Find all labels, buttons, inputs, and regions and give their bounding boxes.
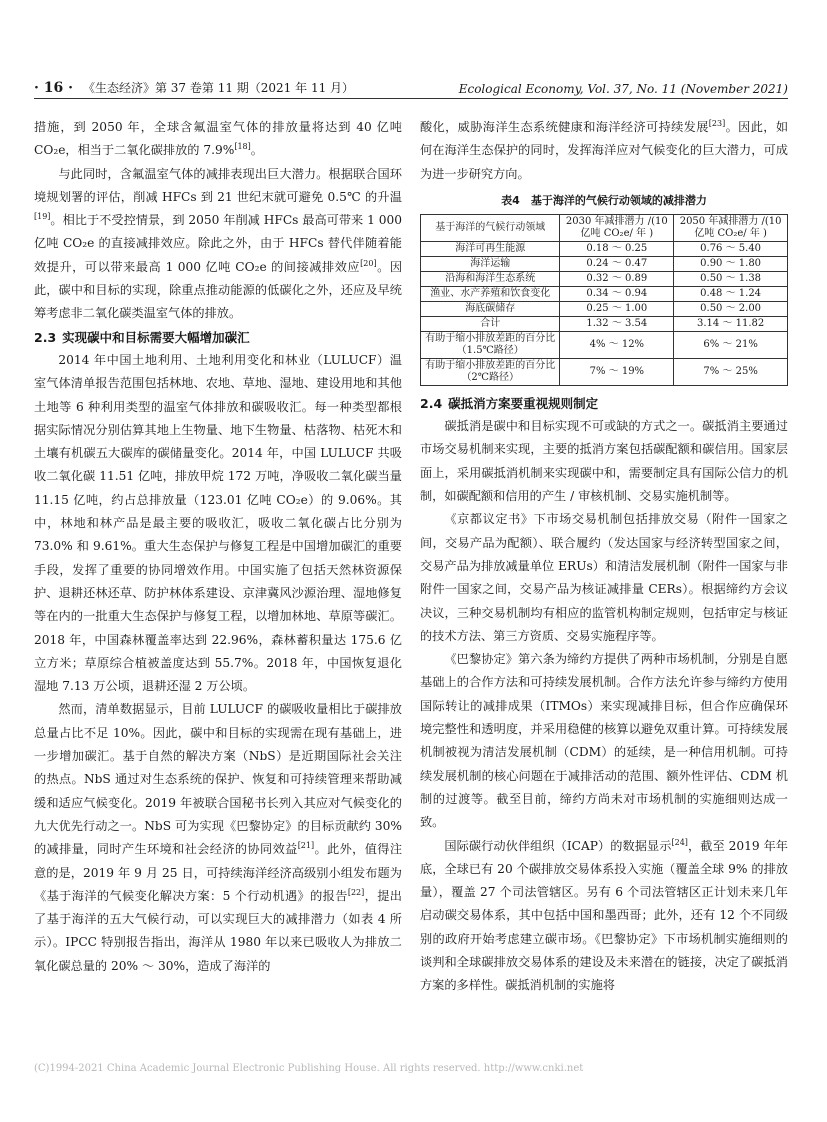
table-cell: 0.76 ～ 5.40 <box>674 241 788 256</box>
page-number: · 16 · <box>34 80 73 96</box>
table-header-cell: 2030 年减排潜力 /(10 亿吨 CO₂e/ 年 ) <box>560 214 674 241</box>
running-header <box>34 74 788 99</box>
table-cell: 7% ～ 25% <box>674 358 788 385</box>
table-cell: 1.32 ～ 3.54 <box>560 316 674 331</box>
table-cell: 沿海和海洋生态系统 <box>421 271 560 286</box>
section-heading: 2.4 碳抵消方案要重视规则制定 <box>420 395 599 411</box>
right-column <box>420 116 788 998</box>
table-cell: 合计 <box>421 316 560 331</box>
citation: [20] <box>360 258 377 268</box>
table-row <box>421 271 788 286</box>
table-row <box>421 241 788 256</box>
paragraph: 然而，清单数据显示，目前 LULUCF 的碳吸收量相比于碳排放总量占比不足 10%。因此，碳中和目标的实现需在现有基础上，进一步增加碳汇。基于自然的解决方案（NbS）是近期国际社会关注的热点。NbS 通过对生态系统的保护、恢复和可持续管理来帮助减缓和适应气候变化。2019 年被联合国秘书长列入其应对气候变化的九大优先行动之一。NbS 可为实现《巴黎协定》的目标贡献约 30% 的减排量，同时产生环境和社会经济的协同效益[21]。此外，值得注意的是，2019 年 9 月 25 日，可持续海洋经济高级别小组发布题为《基于海洋的气候变化解决方案：5 个行动机遇》的报告[22]，提出了基于海洋的五大气候行动，可以实现巨大的减排潜力（如表 4 所示）。IPCC 特别报告指出，海洋从 1980 年以来已吸收人为排放二氧化碳总量的 20% ～ 30%，造成了海洋的 <box>34 702 403 973</box>
paragraph: 措施，到 2050 年，全球含氟温室气体的排放量将达到 40 亿吨 CO₂e，相当于二氧化碳排放的 7.9%[18]。 <box>34 120 402 158</box>
table-cell: 0.50 ～ 2.00 <box>674 301 788 316</box>
table-cell: 有助于缩小排放差距的百分比（2℃路径） <box>421 358 560 385</box>
paragraph: 国际碳行动伙伴组织（ICAP）的数据显示[24]，截至 2019 年年底，全球已有 20 个碳排放交易体系投入实施（覆盖全球 9% 的排放量），覆盖 27 个司法管辖区。另有 6 个司法管辖区正计划未来几年启动碳交易体系，其中包括中国和墨西哥；此外，还有 12 个不同级别的政府开始考虑建立碳市场。《巴黎协定》下市场机制实施细则的谈判和全球碳排放交易体系的建设及未来潜在的链接，决定了碳抵消方案的多样性。碳抵消机制的实施将 <box>420 837 788 993</box>
table-header-cell: 基于海洋的气候行动领域 <box>421 214 560 241</box>
mitigation-table <box>420 214 788 386</box>
table-cell: 0.18 ～ 0.25 <box>560 241 674 256</box>
paragraph: 酸化，威胁海洋生态系统健康和海洋经济可持续发展[23]。因此，如何在海洋生态保护的同时，发挥海洋应对气候变化的巨大潜力，可成为进一步研究方向。 <box>420 118 789 181</box>
table-cell: 海洋运输 <box>421 256 560 271</box>
journal-title-cn: 《生态经济》第 37 卷第 11 期（2021 年 11 月） <box>82 81 355 95</box>
table-cell: 7% ～ 19% <box>560 358 674 385</box>
table-row <box>421 316 788 331</box>
header-left <box>34 79 354 96</box>
table-cell: 0.50 ～ 1.38 <box>674 271 788 286</box>
table-cell: 渔业、水产养殖和饮食变化 <box>421 286 560 301</box>
copyright-watermark: (C)1994-2021 China Academic Journal Electronic Publishing House. All rights reserved. http://www.cnki.net <box>34 1063 584 1074</box>
left-column <box>34 116 402 978</box>
table-cell: 3.14 ～ 11.82 <box>674 316 788 331</box>
table-row <box>421 331 788 358</box>
citation: [24] <box>671 837 688 847</box>
journal-title-en: Ecological Economy, Vol. 37, No. 11 (November 2021) <box>458 82 788 96</box>
citation: [22] <box>347 887 365 897</box>
paragraph: 《京都议定书》下市场交易机制包括排放交易（附件一国家之间，交易产品为配额）、联合履约（发达国家与经济转型国家之间，交易产品为排放减量单位 ERUs）和清洁发展机制（附件一国家与非附件一国家之间，交易产品为核证减排量 CERs）。根据缔约方会议决议，三种交易机制均有相应的监管机构制定规则，包括审定与核证的技术方法、第三方资质、交易实施程序等。 <box>420 512 788 643</box>
table-cell: 0.90 ～ 1.80 <box>674 256 788 271</box>
table-caption: 表4 基于海洋的气候行动领域的减排潜力 <box>501 193 707 207</box>
paragraph: 碳抵消是碳中和目标实现不可或缺的方式之一。碳抵消主要通过市场交易机制来实现，主要的抵消方案包括碳配额和碳信用。国家层面上，采用碳抵消机制来实现碳中和，需要制定具有国际公信力的机制，如碳配额和信用的产生 / 审核机制、交易实施机制等。 <box>420 419 788 504</box>
table-row <box>421 286 788 301</box>
paragraph: 《巴黎协定》第六条为缔约方提供了两种市场机制，分别是自愿基础上的合作方法和可持续发展机制。合作方法允许参与缔约方使用国际转让的减排成果（ITMOs）来实现减排目标，但合作应确保环境完整性和透明度，并采用稳健的核算以避免双重计算。可持续发展机制被视为清洁发展机制（CDM）的延续，是一种信用机制。可持续发展机制的核心问题在于减排活动的范围、额外性评估、CDM 机制的过渡等。截至目前，缔约方尚未对市场机制的实施细则达成一致。 <box>420 652 788 830</box>
table-header-cell: 2050 年减排潜力 /(10 亿吨 CO₂e/ 年 ) <box>674 214 788 241</box>
citation: [19] <box>34 212 51 222</box>
table-row <box>421 301 788 316</box>
table-cell: 海洋可再生能源 <box>421 241 560 256</box>
table-cell: 海底碳储存 <box>421 301 560 316</box>
citation: [18] <box>234 142 251 152</box>
section-heading: 2.3 实现碳中和目标需要大幅增加碳汇 <box>34 329 250 345</box>
table-cell: 0.25 ～ 1.00 <box>560 301 674 316</box>
table-cell: 0.34 ～ 0.94 <box>560 286 674 301</box>
table-cell: 0.32 ～ 0.89 <box>560 271 674 286</box>
citation: [23] <box>708 118 726 128</box>
table-cell: 4% ～ 12% <box>560 331 674 358</box>
paragraph: 与此同时，含氟温室气体的减排表现出巨大潜力。根据联合国环境规划署的评估，削减 HFCs 到 21 世纪末就可避免 0.5℃ 的升温[19]。相比于不受控情景，到 2050 年削减 HFCs 最高可带来 1 000 亿吨 CO₂e 的直接减排效应。除此之外，由于 HFCs 替代伴随着能效提升，可以带来最高 1 000 亿吨 CO₂e 的间接减排效应[20]。因此，碳中和目标的实现，除重点推动能源的低碳化之外，还应及早统筹考虑非二氧化碳类温室气体的排放。 <box>34 166 403 321</box>
table-row <box>421 256 788 271</box>
citation: [21] <box>297 841 315 851</box>
table-header-row <box>421 214 788 241</box>
table-row <box>421 358 788 385</box>
table-cell: 有助于缩小排放差距的百分比（1.5℃路径） <box>421 331 560 358</box>
paragraph: 2014 年中国土地利用、土地利用变化和林业（LULUCF）温室气体清单报告范围包括林地、农地、草地、湿地、建设用地和其他土地等 6 种利用类型的温室气体排放和碳吸收汇。每一种类型都根据实际情况分别估算其地上生物量、地下生物量、枯落物、枯死木和土壤有机碳五大碳库的碳储量变化。2014 年，中国 LULUCF 共吸收二氧化碳 11.51 亿吨，排放甲烷 172 万吨，净吸收二氧化碳当量 11.15 亿吨，约占总排放量（123.01 亿吨 CO₂e）的 9.06%。其中，林地和林产品是最主要的吸收汇，吸收二氧化碳占比分别为 73.0% 和 9.61%。重大生态保护与修复工程是中国增加碳汇的重要手段，发挥了重要的协同增效作用。中国实施了包括天然林资源保护、退耕还林还草、防护林体系建设、京津冀风沙源治理、湿地修复等在内的一批重大生态保护与修复工程，以增加林地、草原等碳汇。2018 年，中国森林覆盖率达到 22.96%，森林蓄积量达 175.6 亿立方米；草原综合植被盖度达到 55.7%。2018 年，中国恢复退化湿地 7.13 万公顷，退耕还湿 2 万公顷。 <box>34 352 402 694</box>
table-cell: 0.48 ～ 1.24 <box>674 286 788 301</box>
table-cell: 6% ～ 21% <box>674 331 788 358</box>
table-cell: 0.24 ～ 0.47 <box>560 256 674 271</box>
